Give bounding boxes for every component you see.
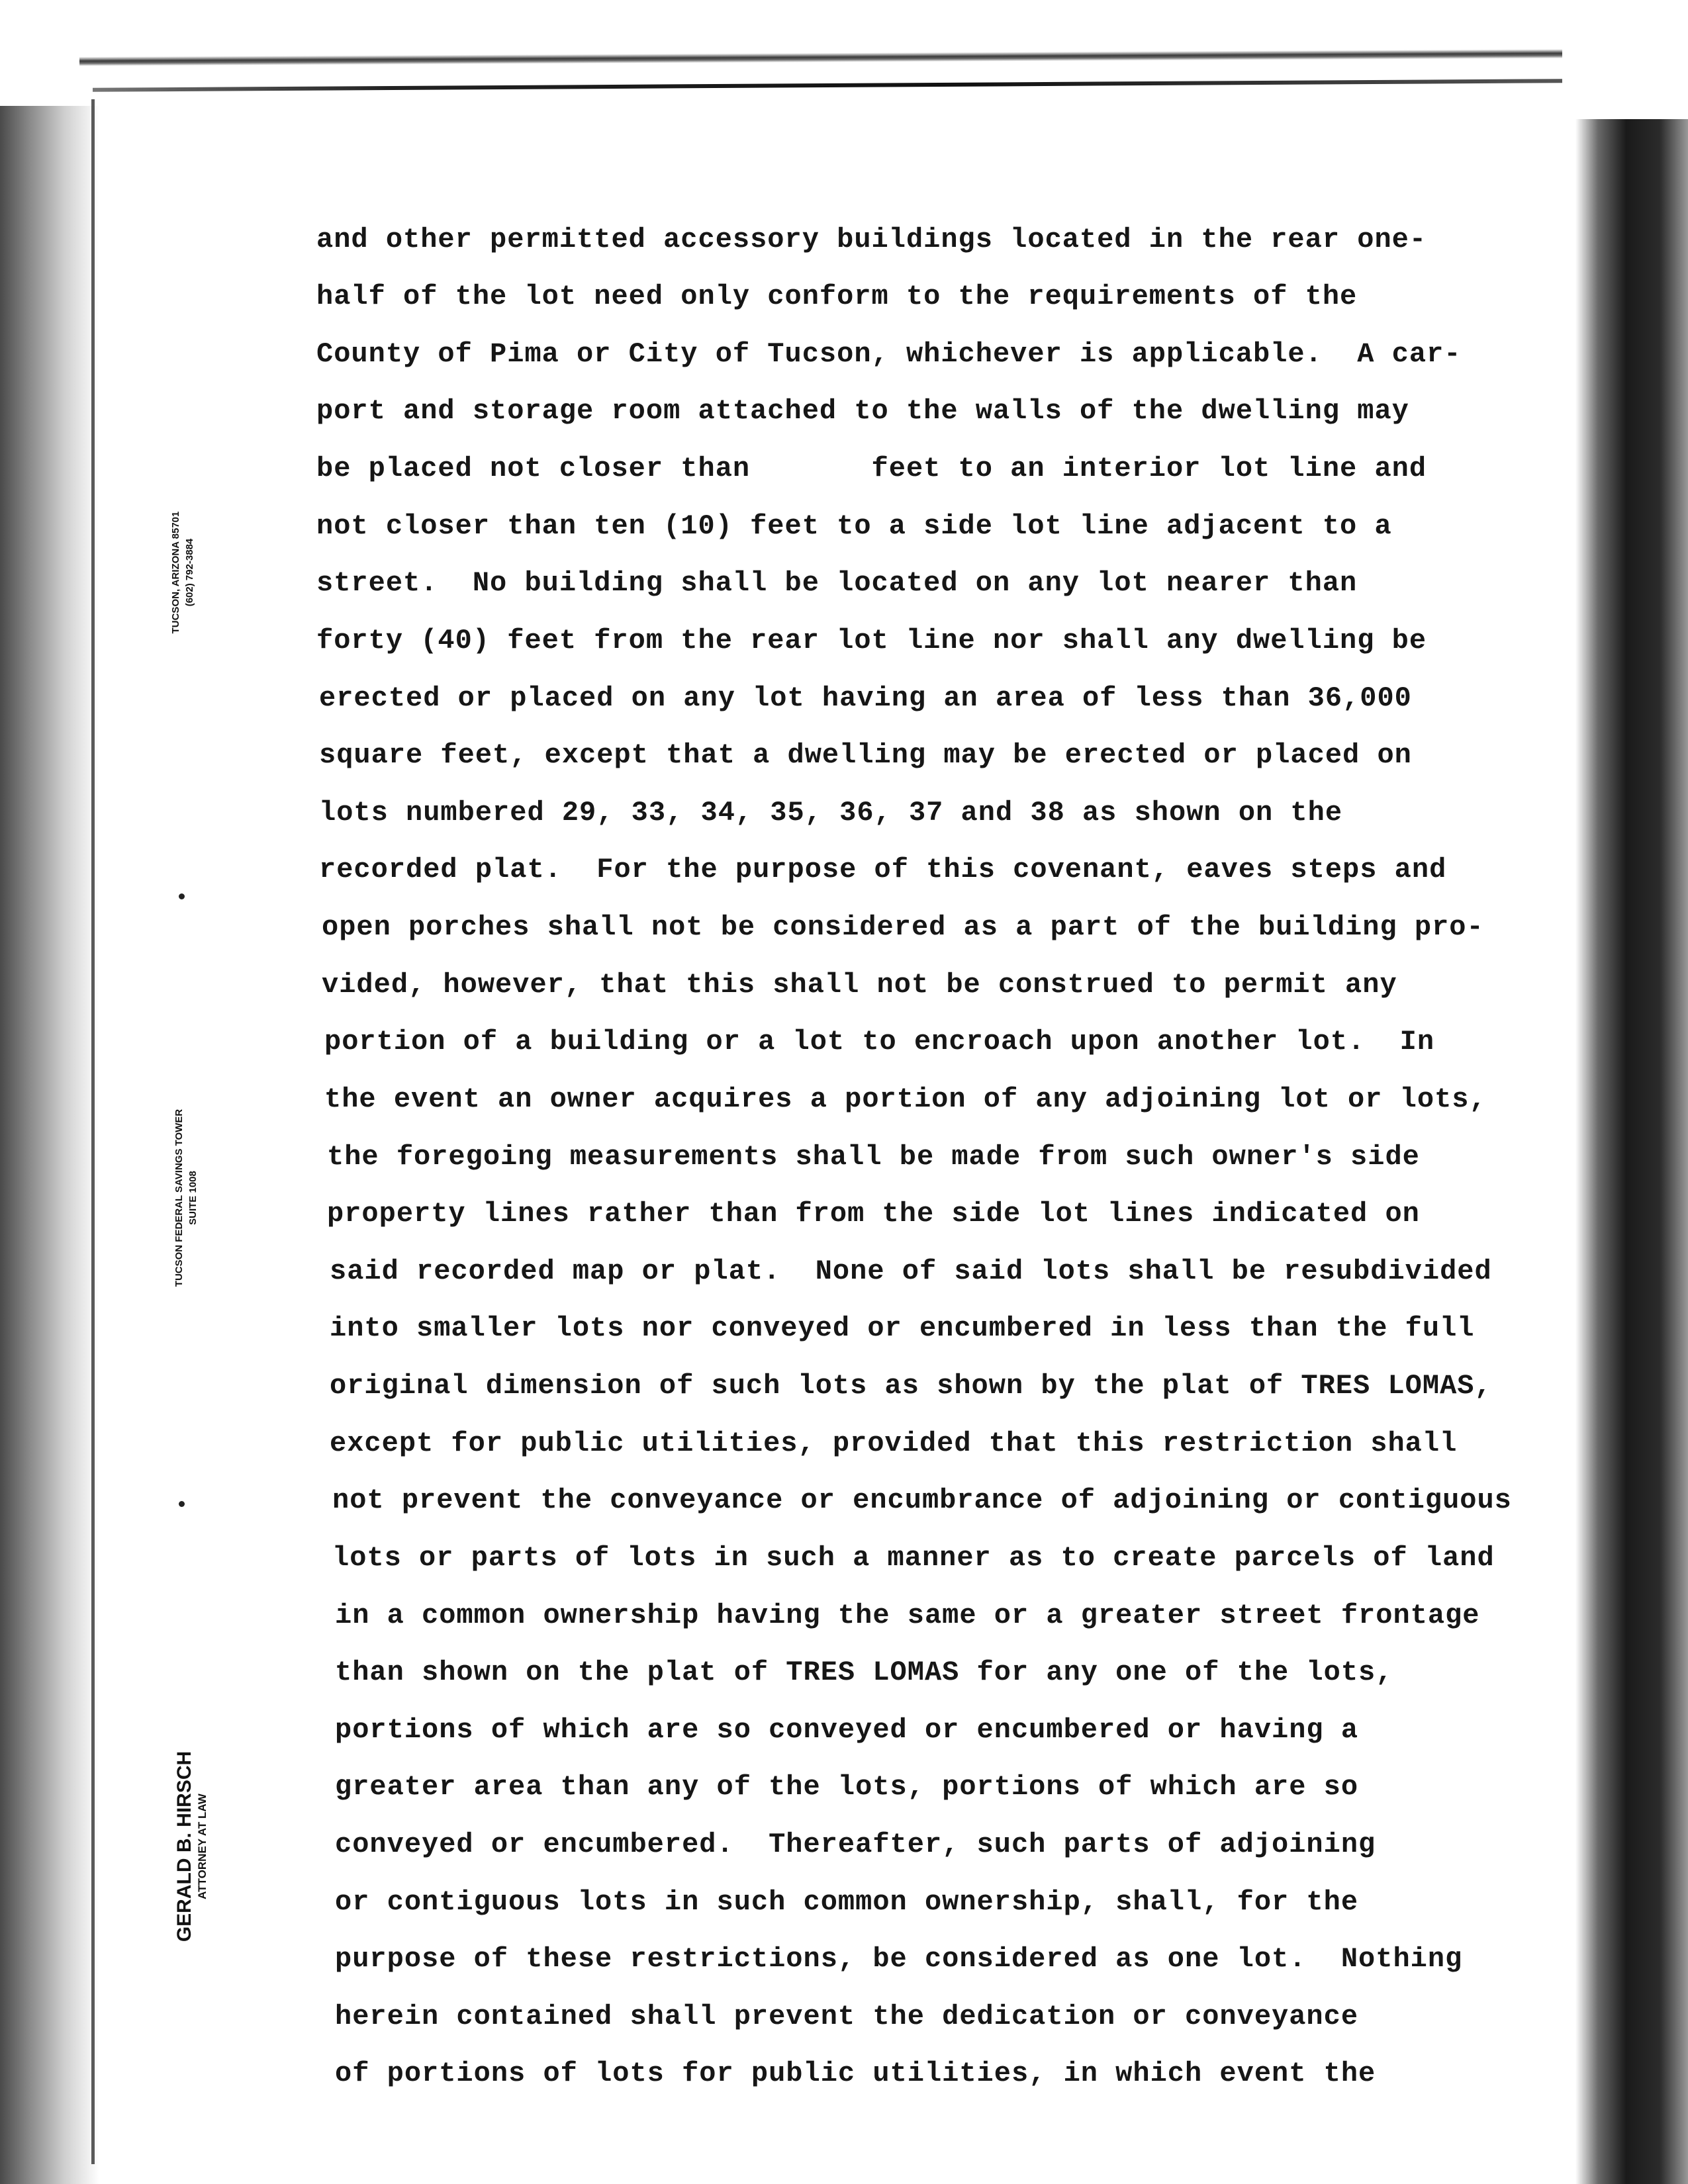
body-line: be placed not closer than feet to an interior lot line and	[316, 453, 1427, 484]
body-line: or contiguous lots in such common ownership, shall, for the	[335, 1886, 1359, 1918]
body-line: said recorded map or plat. None of said lots shall be resubdivided	[330, 1255, 1492, 1287]
firm-building: TUCSON FEDERAL SAVINGS TOWER	[173, 1109, 185, 1287]
firm-building-block	[172, 1019, 200, 1377]
body-line: street. No building shall be located on any lot nearer than	[316, 567, 1358, 599]
firm-phone: (602) 792-3884	[184, 538, 195, 607]
body-line: original dimension of such lots as shown by the plat of TRES LOMAS,	[330, 1370, 1492, 1402]
body-line: portion of a building or a lot to encroach upon another lot. In	[324, 1026, 1435, 1058]
body-line: herein contained shall prevent the dedication or conveyance	[335, 2001, 1359, 2032]
scan-top-edge-line	[93, 79, 1562, 92]
body-line: lots or parts of lots in such a manner as to create parcels of land	[332, 1542, 1495, 1574]
body-line: property lines rather than from the side lot lines indicated on	[327, 1198, 1420, 1230]
body-line: recorded plat. For the purpose of this covenant, eaves steps and	[319, 854, 1447, 886]
body-line: conveyed or encumbered. Thereafter, such parts of adjoining	[335, 1829, 1376, 1860]
firm-city: TUCSON, ARIZONA 85701	[170, 511, 181, 634]
body-line: square feet, except that a dwelling may be erected or placed on	[319, 739, 1412, 771]
body-line: lots numbered 29, 33, 34, 35, 36, 37 and 38 as shown on the	[319, 797, 1343, 829]
body-line: open porches shall not be considered as a part of the building pro-	[322, 911, 1484, 943]
body-line: port and storage room attached to the walls of the dwelling may	[316, 395, 1409, 427]
margin-dot	[179, 893, 185, 899]
body-line: into smaller lots nor conveyed or encumbered in less than the full	[330, 1312, 1475, 1344]
scan-top-edge	[79, 49, 1562, 66]
body-line: of portions of lots for public utilities, in which event the	[335, 2058, 1376, 2089]
body-line: forty (40) feet from the rear lot line nor shall any dwelling be	[316, 625, 1427, 657]
body-line: vided, however, that this shall not be construed to permit any	[322, 969, 1397, 1001]
body-line: erected or placed on any lot having an area of less than 36,000	[319, 682, 1412, 714]
body-line: half of the lot need only conform to the requirements of the	[316, 281, 1358, 312]
body-line: greater area than any of the lots, portions of which are so	[335, 1771, 1359, 1803]
firm-address-block	[169, 460, 197, 685]
body-line: portions of which are so conveyed or encumbered or having a	[335, 1714, 1359, 1746]
body-line: the foregoing measurements shall be made from such owner's side	[327, 1141, 1420, 1173]
body-line: the event an owner acquires a portion of any adjoining lot or lots,	[324, 1083, 1487, 1115]
body-line: not closer than ten (10) feet to a side lot line adjacent to a	[316, 510, 1392, 542]
scan-right-edge-shadow	[1575, 119, 1688, 2184]
body-line: purpose of these restrictions, be considered as one lot. Nothing	[335, 1943, 1463, 1975]
body-line: and other permitted accessory buildings located in the rear one-	[316, 224, 1427, 255]
firm-suite: SUITE 1008	[187, 1171, 199, 1225]
body-line: County of Pima or City of Tucson, whichever is applicable. A car-	[316, 338, 1462, 370]
firm-title: ATTORNEY AT LAW	[196, 1794, 209, 1899]
scan-left-edge-line	[91, 99, 95, 2164]
firm-name: GERALD B. HIRSCH	[173, 1751, 195, 1942]
firm-name-block	[173, 1727, 209, 1966]
body-line: in a common ownership having the same or a greater street frontage	[335, 1600, 1480, 1631]
body-line: not prevent the conveyance or encumbrance of adjoining or contiguous	[332, 1484, 1512, 1516]
body-line: than shown on the plat of TRES LOMAS for any one of the lots,	[335, 1657, 1393, 1688]
margin-dot	[179, 1501, 185, 1507]
body-line: except for public utilities, provided that this restriction shall	[330, 1428, 1458, 1459]
scan-left-edge-shadow	[0, 106, 99, 2184]
